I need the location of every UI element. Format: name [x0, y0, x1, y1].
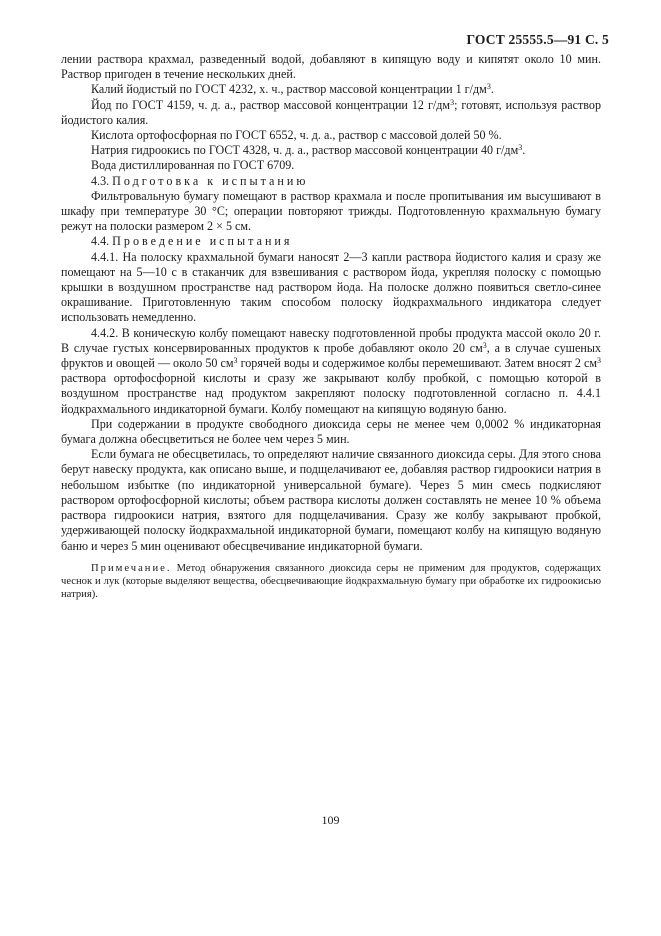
- text-run: горячей воды и содержимое колбы перемешивают. Затем вносят 2 см: [237, 356, 597, 371]
- section-heading-4-4: [61, 234, 601, 249]
- paragraph-4-4-1: 4.4.1. На полоску крахмальной бумаги наносят 2—3 капли раствора йодистого калия и сразу же помещают на 5—10 с в стаканчик для взвешивания с раствором йода, укрепляя полоску с помощью крышки в воздушном пространстве над раствором йода. На полоске должно появиться светло-синее окрашивание. Приготовленную таким способом полоску йодкрахмального индикатора следует использовать немедленно.: [61, 249, 601, 325]
- text-run: .: [490, 82, 494, 97]
- section-title: Проведение испытания: [112, 234, 293, 249]
- paragraph-distilled-water: Вода дистиллированная по ГОСТ 6709.: [91, 158, 295, 173]
- page-body: [61, 52, 601, 601]
- superscript: 3: [482, 340, 487, 350]
- note-text: Метод обнаружения связанного диоксида серы не применим для продуктов, содержащих чеснок и лук (которые выделяют вещества, обесцвечивающие йодкрахмальную бумагу при обработке их гидроокисью натрия).: [61, 562, 601, 600]
- section-number: 4.4.: [91, 234, 110, 249]
- paragraph-free-sulfur-dioxide: При содержании в продукте свободного диоксида серы не менее чем 0,0002 % индикаторная бумага должна обесцветиться не более чем через 5 мин.: [61, 416, 601, 447]
- note: [61, 562, 601, 601]
- paragraph-iodine: [61, 98, 601, 128]
- paragraph-potassium-iodide: [61, 82, 601, 97]
- superscript: 3: [597, 356, 601, 366]
- section-number: 4.3.: [91, 173, 110, 188]
- paragraph-starch-solution: лении раствора крахмал, разведенный водой, добавляют в кипящую воду и кипятят около 10 мин. Раствор пригоден в течение нескольких дней.: [61, 52, 601, 82]
- text-run: Йод по ГОСТ 4159, ч. д. а., раствор массовой концентрации 12 г/дм: [91, 97, 451, 112]
- page-header: ГОСТ 25555.5—91 С. 5: [466, 32, 609, 47]
- paragraph-sodium-hydroxide: [61, 143, 601, 158]
- section-title: Подготовка к испытанию: [112, 173, 309, 188]
- superscript: 3: [450, 97, 455, 107]
- text-run: , а в случае сушеных фруктов и овощей — около 50 см: [61, 340, 602, 371]
- page-number: 109: [321, 813, 340, 827]
- paragraph-phosphoric-acid: Кислота ортофосфорная по ГОСТ 6552, ч. д. а., раствор с массовой долей 50 %.: [91, 128, 502, 143]
- text-run: .: [522, 143, 526, 158]
- note-label: Примечание.: [91, 562, 172, 574]
- superscript: 3: [233, 356, 238, 366]
- superscript: 3: [518, 143, 523, 153]
- paragraph-bound-sulfur-dioxide: Если бумага не обесцветилась, то определяют наличие связанного диоксида серы. Для этого снова берут навеску продукта, как описано выше, и подщелачивают ее, добавляя раствор гидроокиси натрия в небольшом избытке (по индикаторной универсальной бумаге). Через 5 мин смесь подкисляют раствором ортофосфорной кислоты; объем раствора кислоты должен составлять не менее 10 % объема раствора гидроокиси натрия, взятого для подщелачивания. Сразу же колбу закрывают пробкой, удерживающей полоску йодкрахмальной индикаторной бумаги, помещают колбу на кипящую водяную баню и через 5 мин оценивают обесцвечивание индикаторной бумаги.: [61, 447, 601, 553]
- paragraph-filter-paper: Фильтровальную бумагу помещают в раствор крахмала и после пропитывания им высушивают в шкафу при температуре 30 °С; операции повторяют трижды. Подготовленную крахмальную бумагу режут на полоски размером 2 × 5 см.: [61, 188, 601, 234]
- paragraph-4-4-2: [61, 326, 601, 417]
- section-heading-4-3: [61, 174, 601, 189]
- text-run: Натрия гидроокись по ГОСТ 4328, ч. д. а., раствор массовой концентрации 40 г/дм: [91, 143, 519, 158]
- superscript: 3: [486, 82, 491, 92]
- text-run: 4.4.2. В коническую колбу помещают навеску подготовленной пробы продукта массой около 20 г. В случае густых консервированных продуктов к пробе добавляют около 20 см: [61, 325, 601, 355]
- text-run: Калий йодистый по ГОСТ 4232, х. ч., раствор массовой концентрации 1 г/дм: [91, 82, 487, 97]
- text-run: ; готовят, используя раствор йодистого калия.: [61, 97, 601, 127]
- text-run: раствора ортофосфорной кислоты и сразу же закрывают колбу пробкой, с помощью которой в воздушном пространстве над продуктом закрепляют полоску подготовленной согласно п. 4.4.1 йодкрахмального индикаторной бумаги. Колбу помещают на кипящую водяную баню.: [61, 371, 601, 416]
